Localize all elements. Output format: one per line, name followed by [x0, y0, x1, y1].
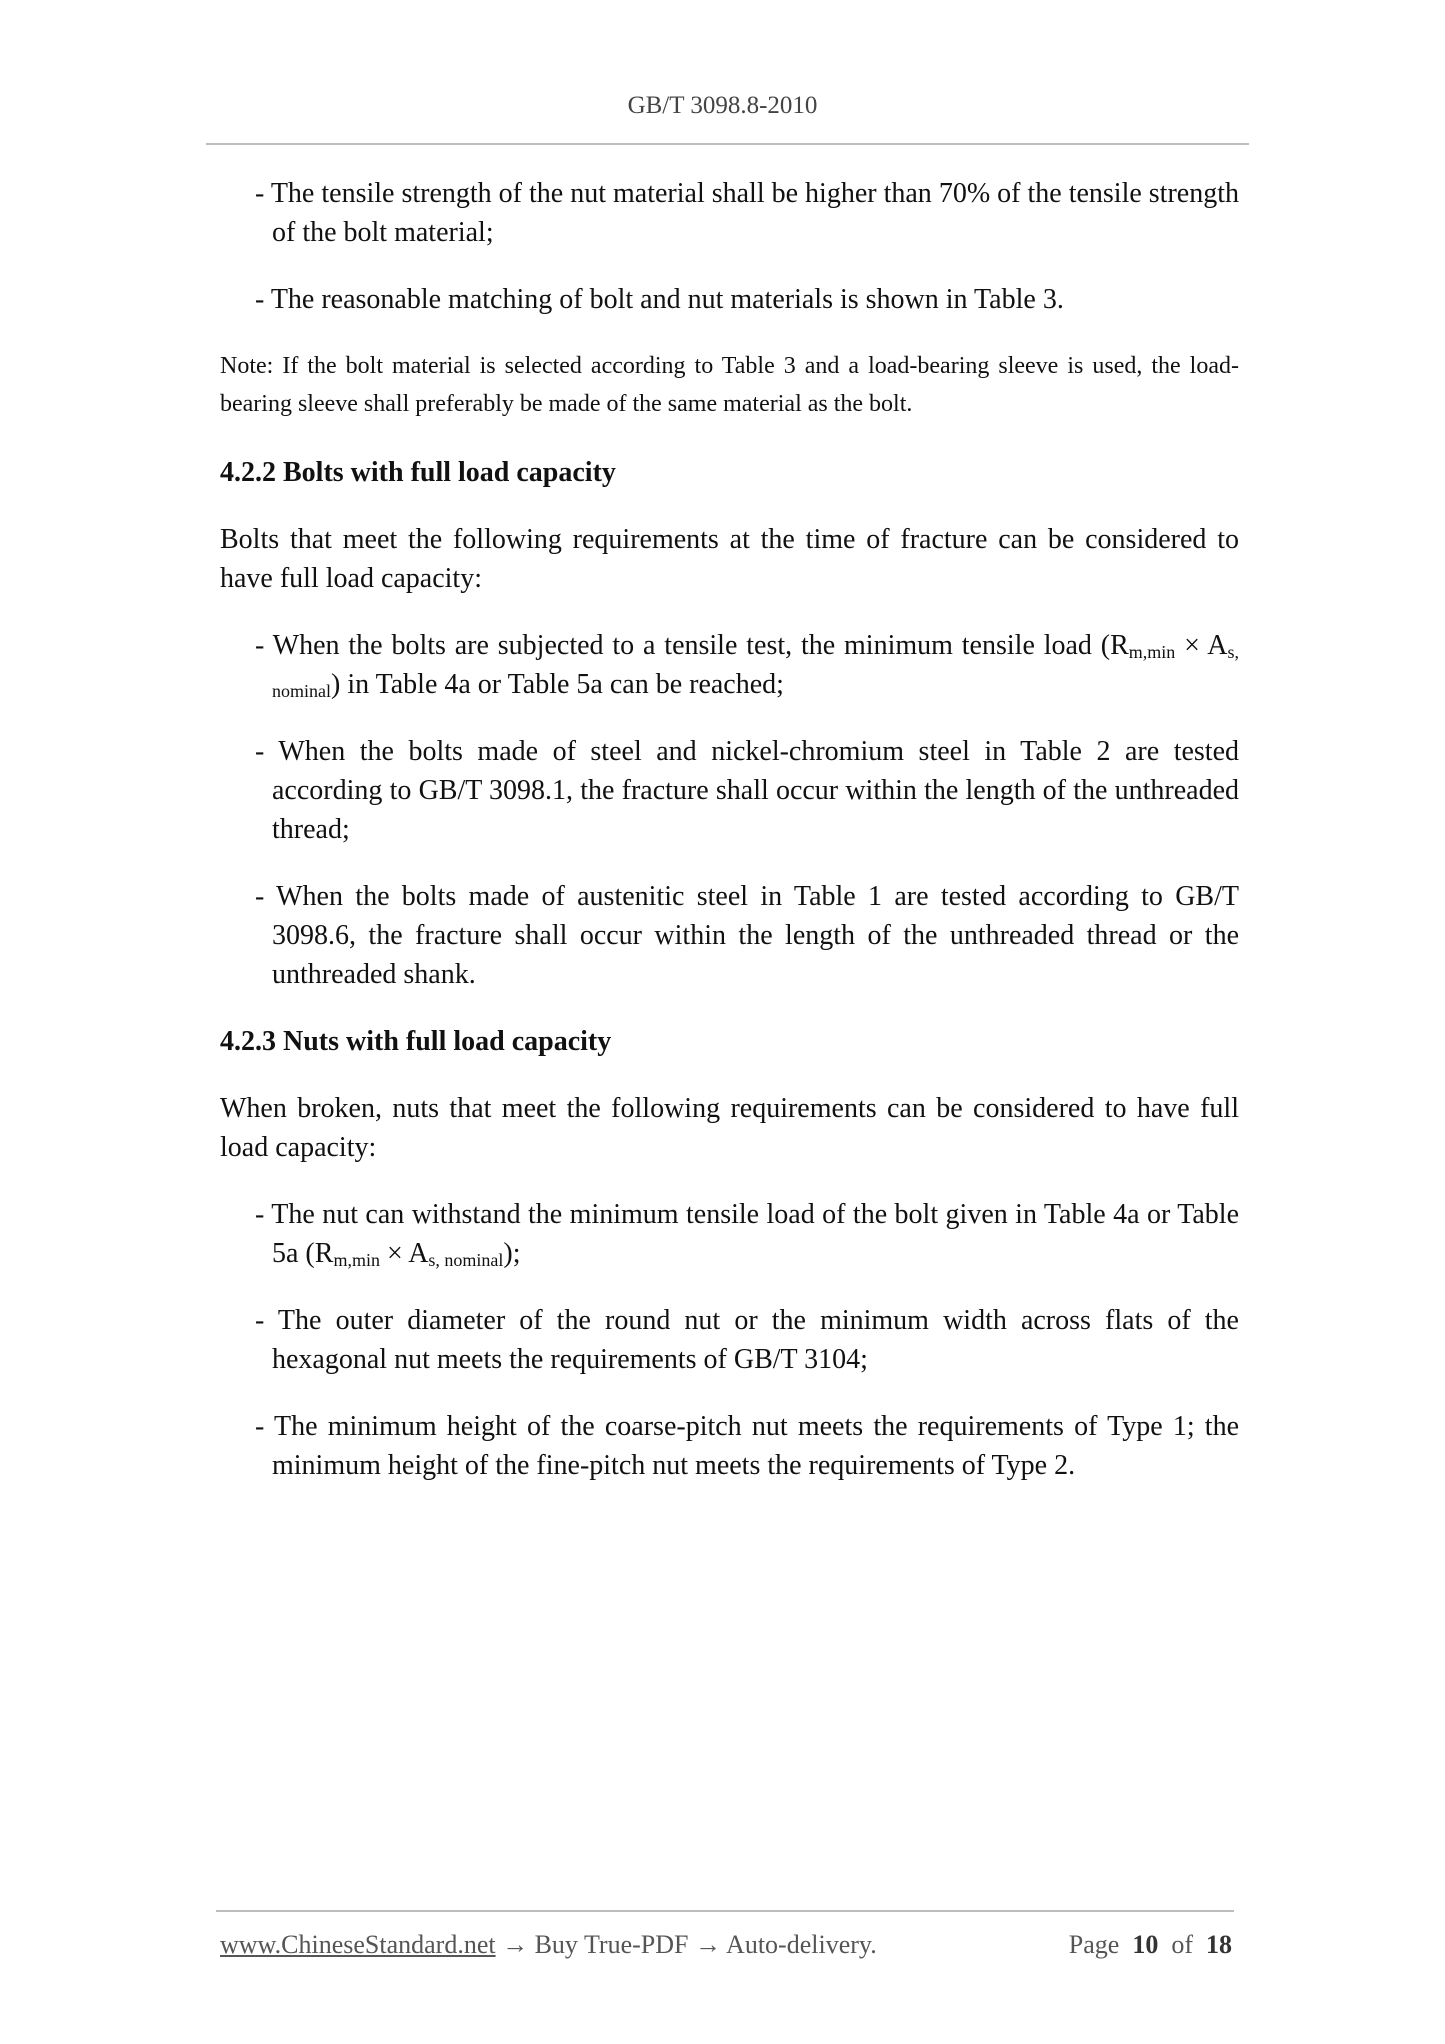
note: Note: If the bolt material is selected according to Table 3 and a load-bearing sleeve is used, the load-bearing sleeve shall preferably be made of the same material as the bolt. — [220, 353, 1239, 417]
paragraph: Bolts that meet the following requirements at the time of fracture can be considered to have full load capacity: — [220, 524, 1239, 594]
footer-left — [220, 1930, 877, 1960]
footer-divider — [216, 1910, 1234, 1912]
document-body — [220, 174, 1239, 1513]
list-item: - When the bolts are subjected to a tensile test, the minimum tensile load $(R_{m,min} \times A_{s, nominal})$ in Table 4a or Table 5a can be reached; — [255, 630, 1240, 701]
list-item: - The reasonable matching of bolt and nut materials is shown in Table 3. — [255, 284, 1064, 315]
list-item: - The nut can withstand the minimum tensile load of the bolt given in Table 4a or Table 5a $(R_{m,min} \times A_{s, nominal})$; — [255, 1199, 1239, 1270]
paragraph: When broken, nuts that meet the following requirements can be considered to have full load capacity: — [220, 1093, 1239, 1163]
footer-tagline: → Buy True-PDF → Auto-delivery. — [495, 1930, 877, 1959]
list-item: - When the bolts made of austenitic steel in Table 1 are tested according to GB/T 3098.6, the fracture shall occur within the length of the unthreaded thread or the unthreaded shank. — [255, 881, 1239, 990]
page-number: Page 10 of 18 — [1068, 1930, 1232, 1959]
website-link[interactable]: www.ChineseStandard.net — [220, 1930, 496, 1959]
list-item: - The minimum height of the coarse-pitch nut meets the requirements of Type 1; the minimum height of the fine-pitch nut meets the requirements of Type 2. — [255, 1411, 1239, 1481]
header-divider — [206, 143, 1249, 145]
list-item: - The outer diameter of the round nut or the minimum width across flats of the hexagonal nut meets the requirements of GB/T 3104; — [255, 1305, 1239, 1375]
section-heading-4-2-3: 4.2.3 Nuts with full load capacity — [220, 1026, 612, 1057]
list-item: - When the bolts made of steel and nickel-chromium steel in Table 2 are tested according to GB/T 3098.1, the fracture shall occur within the length of the unthreaded thread; — [255, 736, 1239, 845]
page-header: GB/T 3098.8-2010 — [627, 92, 818, 119]
list-item: - The tensile strength of the nut material shall be higher than 70% of the tensile strength of the bolt material; — [255, 178, 1239, 248]
section-heading-4-2-2: 4.2.2 Bolts with full load capacity — [220, 457, 616, 488]
